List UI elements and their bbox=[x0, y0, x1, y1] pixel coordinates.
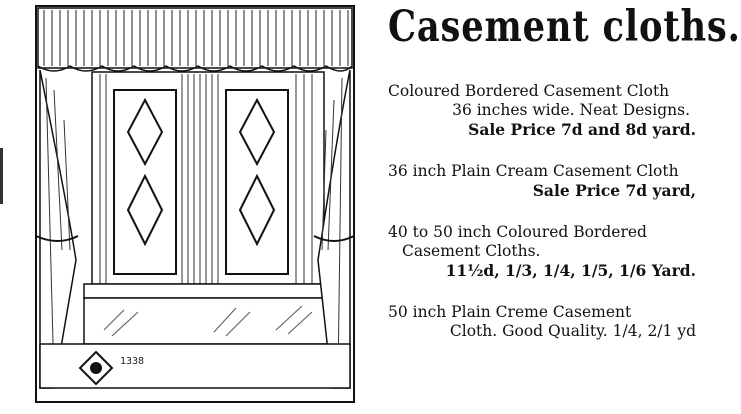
list-item bbox=[388, 303, 696, 341]
left-border-rule bbox=[0, 148, 3, 204]
list-item bbox=[388, 162, 696, 200]
item-line: 36 inch Plain Cream Casement Cloth bbox=[388, 162, 679, 180]
item-price: Cloth. Good Quality. 1/4, 2/1 yd bbox=[449, 322, 696, 340]
item-price: 11½d, 1/3, 1/4, 1/5, 1/6 Yard. bbox=[445, 261, 696, 280]
item-line: Casement Cloths. bbox=[402, 242, 541, 260]
list-item bbox=[388, 82, 696, 139]
ad-heading: Casement cloths. bbox=[388, 2, 741, 52]
item-price: Sale Price 7d yard, bbox=[532, 181, 696, 200]
item-line: 50 inch Plain Creme Casement bbox=[388, 303, 632, 321]
price-list bbox=[388, 82, 696, 364]
item-price: Sale Price 7d and 8d yard. bbox=[468, 120, 696, 139]
item-line: 36 inches wide. Neat Designs. bbox=[452, 101, 690, 119]
list-item bbox=[388, 223, 696, 280]
item-line: Coloured Bordered Casement Cloth bbox=[388, 82, 670, 100]
illustration-number: 1338 bbox=[120, 356, 145, 367]
window-curtain-illustration bbox=[14, 0, 374, 414]
item-line: 40 to 50 inch Coloured Bordered bbox=[388, 223, 647, 241]
